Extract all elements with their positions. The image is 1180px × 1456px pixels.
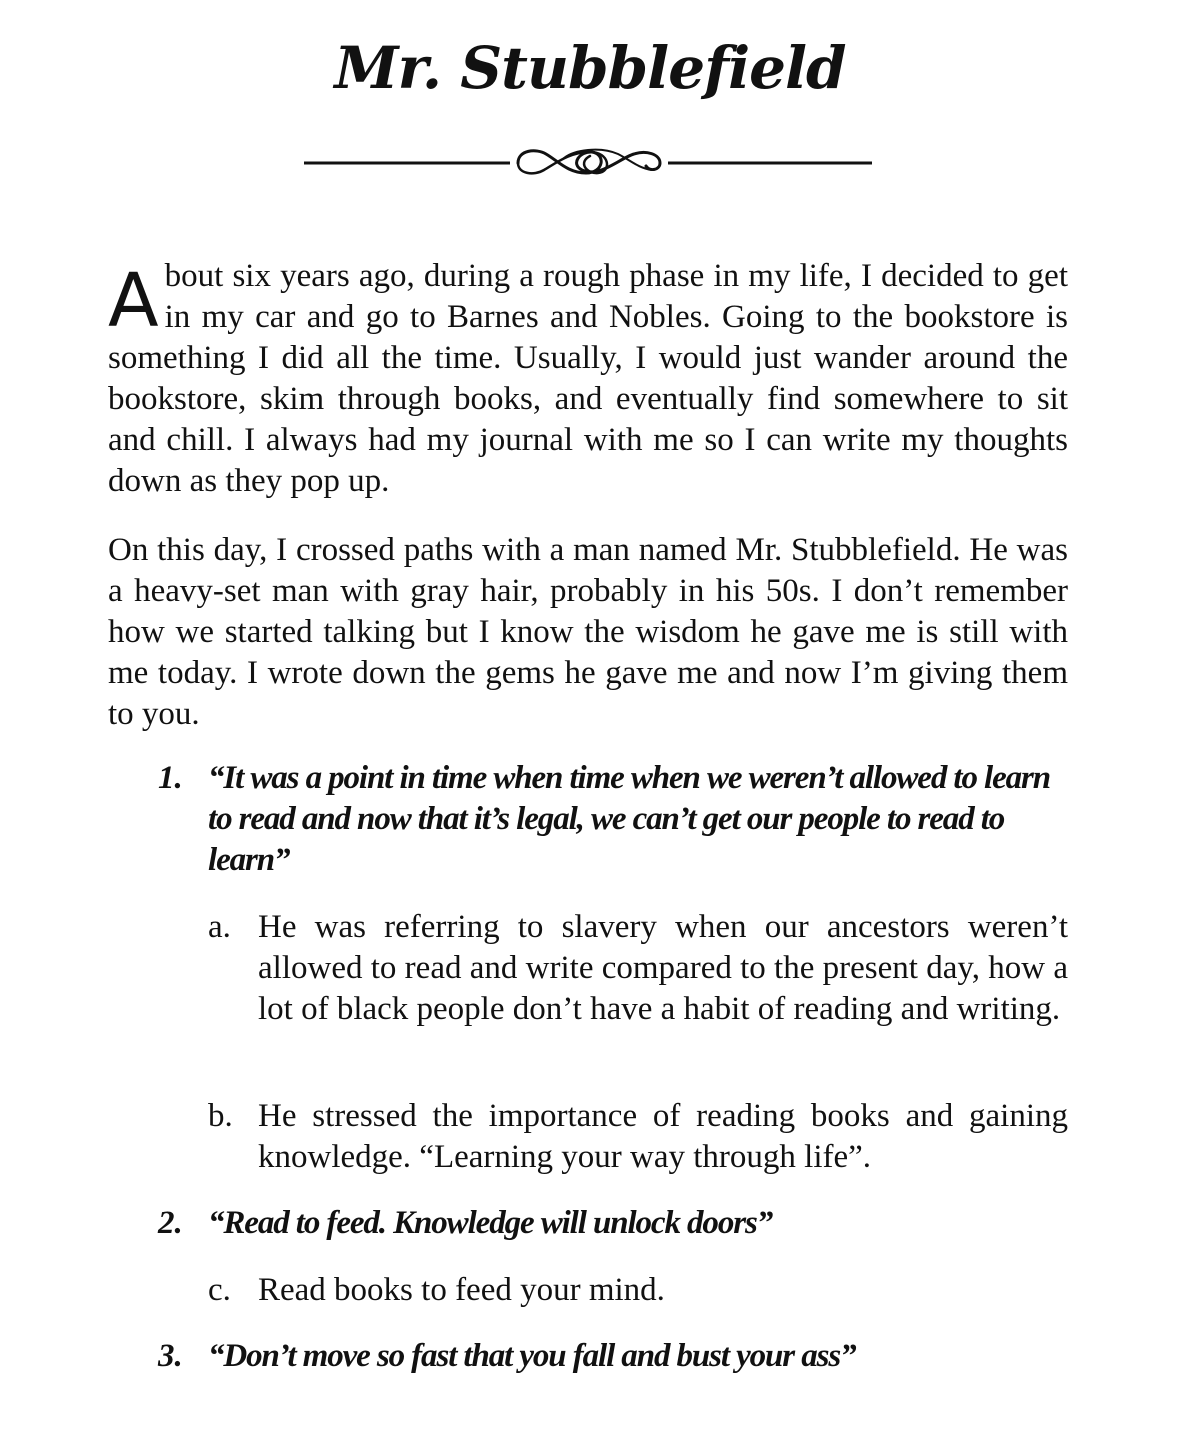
intro-paragraph-1 (108, 256, 1068, 502)
drop-cap: A (108, 258, 159, 344)
note-a-text: He was referring to slavery when our ancestors weren’t allowed to read and write compared to the present day, how a lot of black people don’t have a habit of reading and writing. (258, 909, 1068, 1027)
quote-2-text: “Read to feed. Knowledge will unlock doors” (208, 1205, 773, 1241)
quote-1-text: “It was a point in time when time when we weren’t allowed to learn to read and now that it’s legal, we can’t get our people to read to learn” (208, 760, 1051, 878)
note-c-text: Read books to feed your mind. (258, 1272, 665, 1308)
note-b-letter: b. (208, 1098, 233, 1134)
intro-paragraph-1-text: bout six years ago, during a rough phase in my life, I decided to get in my car and go to Barnes and Nobles. Going to the bookstore is something I did all the time. Usually, I would just wander around the bookstore, skim through books, and eventually find somewhere to sit and chill. I always had my journal with me so I can write my thoughts down as they pop up. (108, 258, 1068, 499)
quote-1-number: 1. (158, 760, 183, 796)
quote-2-number: 2. (158, 1205, 183, 1241)
flourish-divider-icon (300, 140, 876, 186)
note-c-letter: c. (208, 1272, 231, 1308)
chapter-title: Mr. Stubblefield (334, 34, 846, 102)
note-a-letter: a. (208, 909, 231, 945)
quote-3-text: “Don’t move so fast that you fall and bust your ass” (208, 1338, 856, 1374)
quote-3-number: 3. (158, 1338, 183, 1374)
intro-paragraph-2: On this day, I crossed paths with a man named Mr. Stubblefield. He was a heavy-set man with gray hair, probably in his 50s. I don’t remember how we started talking but I know the wisdom he gave me is still with me today. I wrote down the gems he gave me and now I’m giving them to you. (108, 532, 1068, 732)
note-b-text: He stressed the importance of reading books and gaining knowledge. “Learning your way through life”. (258, 1098, 1068, 1175)
